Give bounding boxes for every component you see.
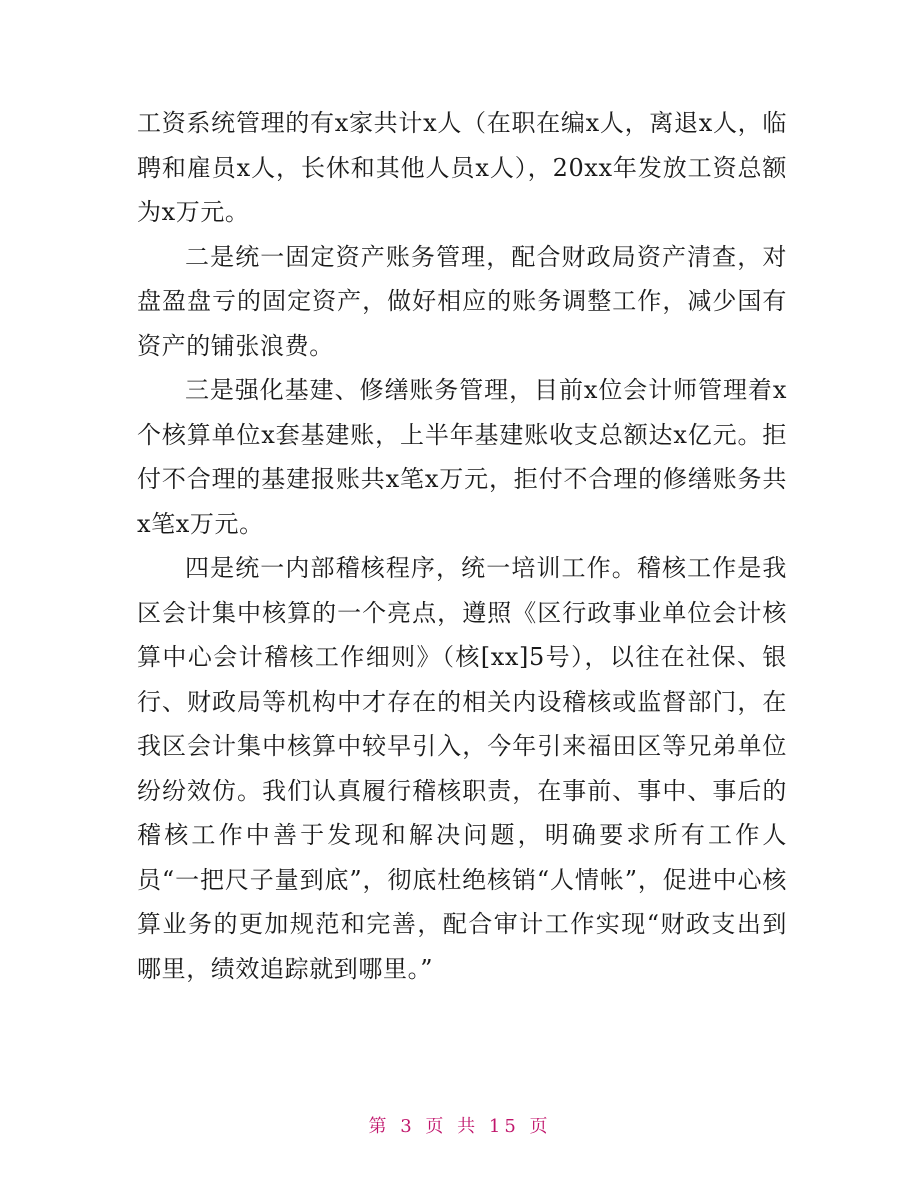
footer-prefix: 第 bbox=[368, 1116, 391, 1137]
footer-total-pages: 15 bbox=[488, 1116, 520, 1137]
footer-suffix: 页 bbox=[529, 1116, 552, 1137]
paragraph-infrastructure: 三是强化基建、修缮账务管理，目前x位会计师管理着x个核算单位x套基建账，上半年基建账收支总额达x亿元。拒付不合理的基建报账共x笔x万元，拒付不合理的修缮账务共x笔x万元。 bbox=[137, 376, 787, 538]
page-footer bbox=[0, 1112, 920, 1138]
footer-current-page: 3 bbox=[400, 1116, 416, 1137]
document-body bbox=[137, 101, 787, 991]
footer-middle: 页 共 bbox=[425, 1116, 480, 1137]
paragraph-wage-system: 工资系统管理的有x家共计x人（在职在编x人，离退x人，临聘和雇员x人，长休和其他人员x人），20xx年发放工资总额为x万元。 bbox=[137, 109, 787, 226]
paragraph-fixed-assets: 二是统一固定资产账务管理，配合财政局资产清查，对盘盈盘亏的固定资产，做好相应的账务调整工作，减少国有资产的铺张浪费。 bbox=[137, 242, 787, 360]
paragraph-internal-audit: 四是统一内部稽核程序，统一培训工作。稽核工作是我区会计集中核算的一个亮点，遵照《区行政事业单位会计核算中心会计稽核工作细则》（核[xx]5号），以往在社保、银行、财政局等机构中才存在的相关内设稽核或监督部门，在我区会计集中核算中较早引入，今年引来福田区等兄弟单位纷纷效仿。我们认真履行稽核职责，在事前、事中、事后的稽核工作中善于发现和解决问题，明确要求所有工作人员“一把尺子量到底”，彻底杜绝核销“人情帐”，促进中心核算业务的更加规范和完善，配合审计工作实现“财政支出到哪里，绩效追踪就到哪里。” bbox=[137, 554, 787, 983]
